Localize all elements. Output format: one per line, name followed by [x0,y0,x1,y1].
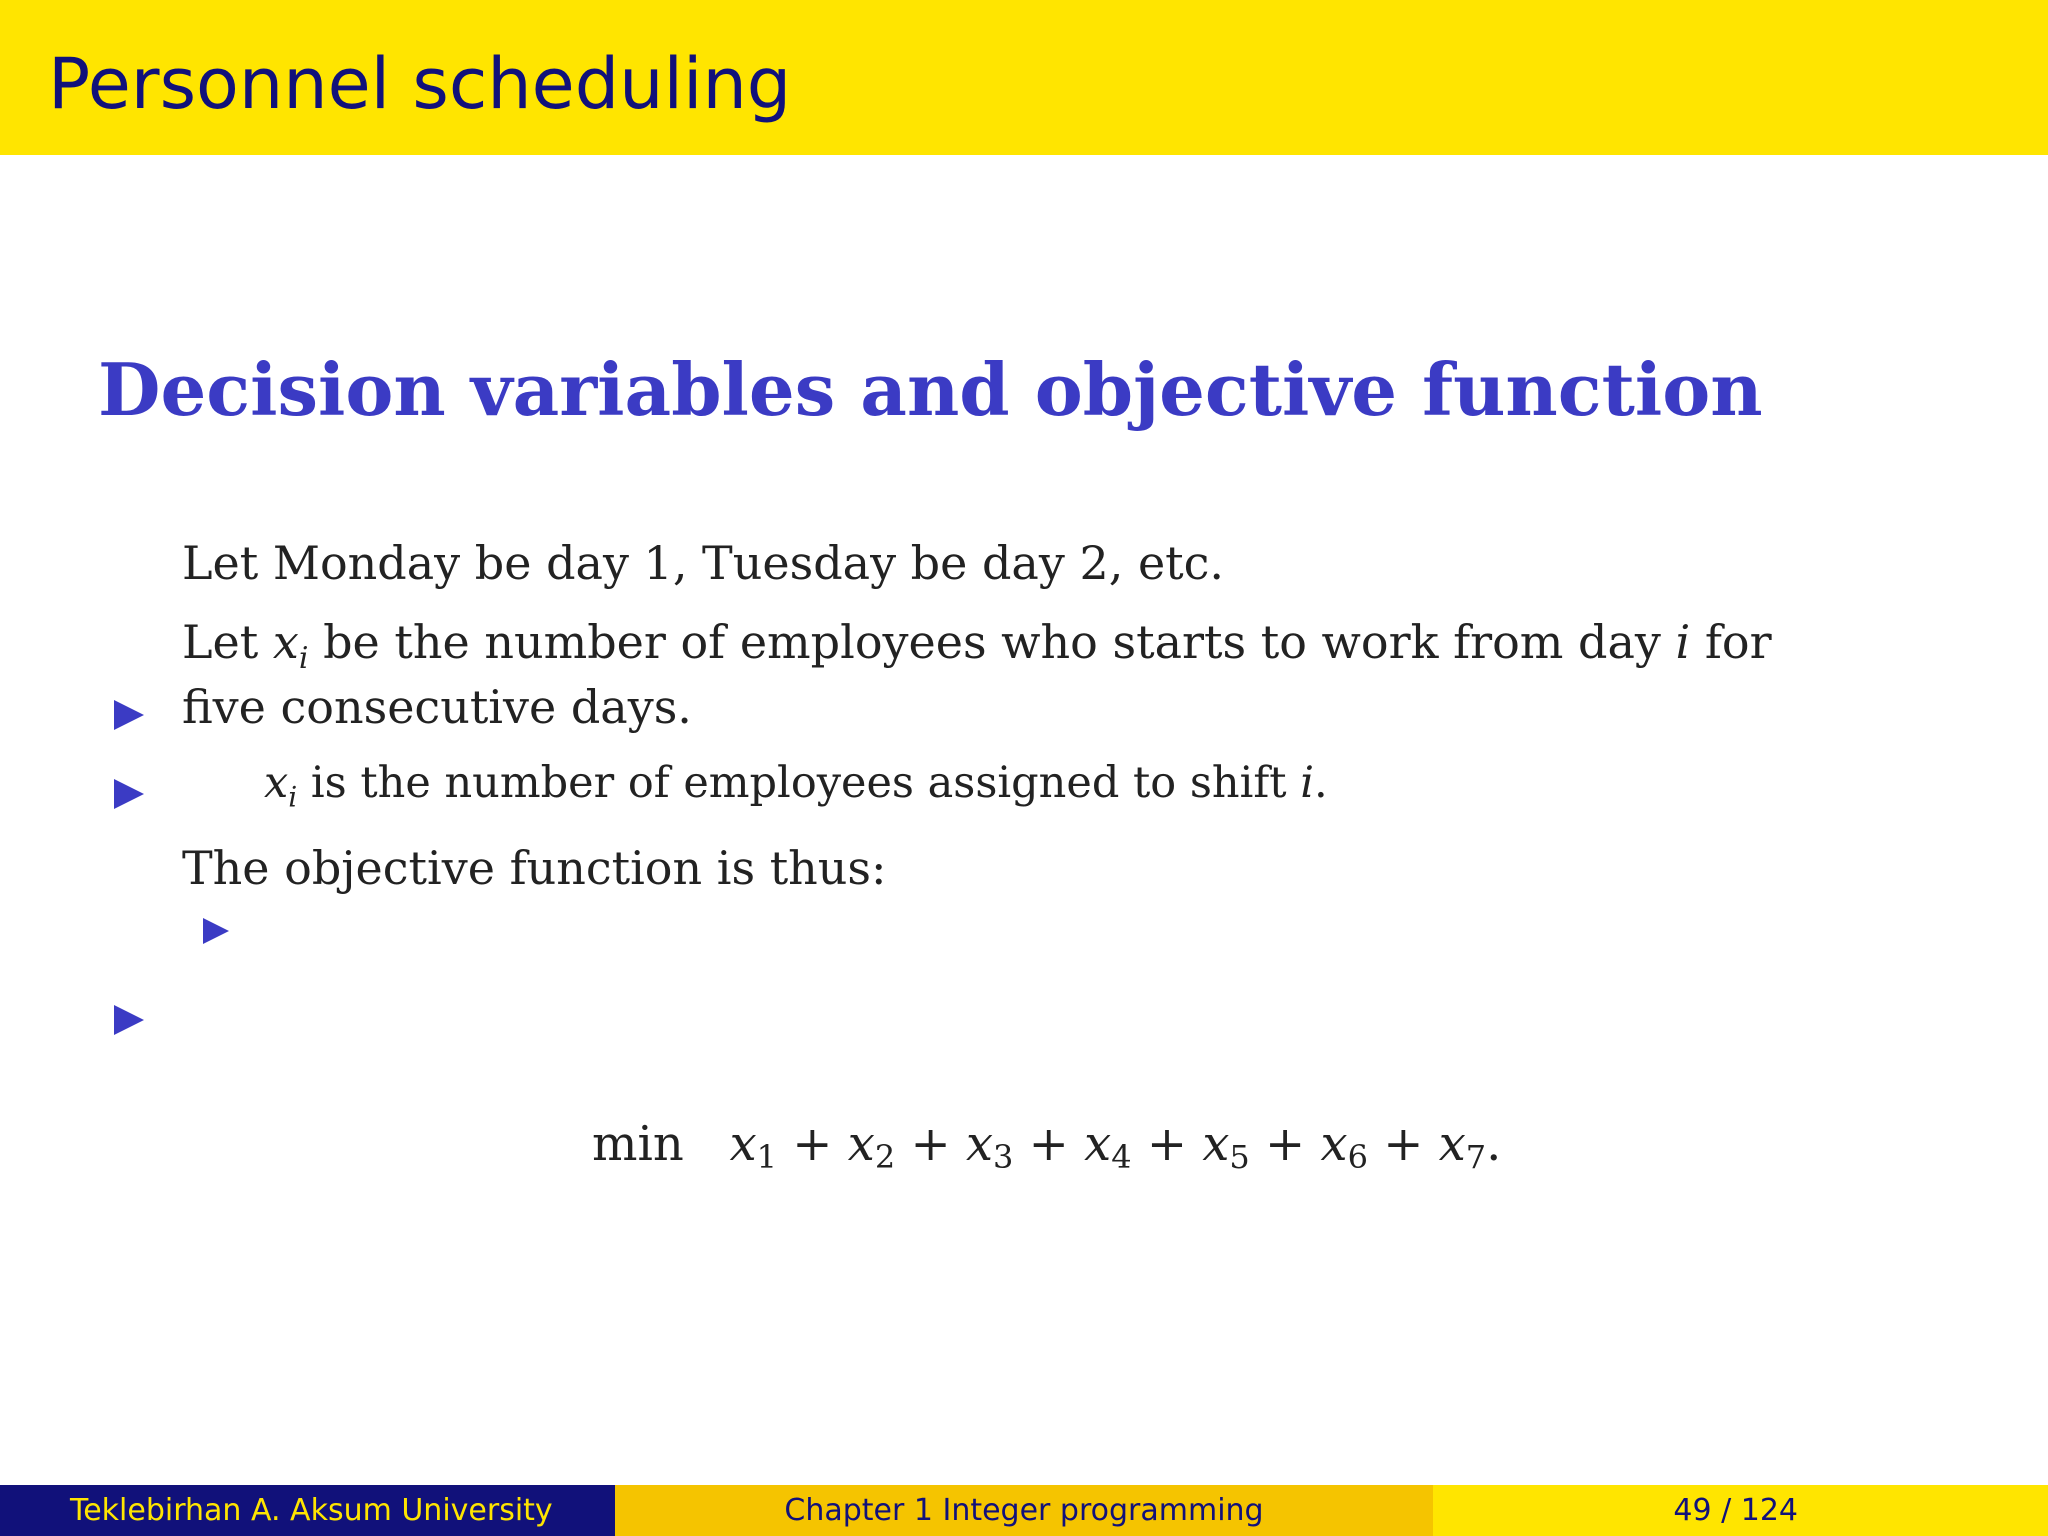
bullet-4-text: The objective function is thus: [182,841,887,895]
math-subscript: i [298,641,309,677]
formula-sub: 2 [874,1138,896,1176]
footer-chapter: Chapter 1 Integer programming [784,1493,1264,1528]
formula-term: x [1084,1116,1112,1172]
formula-sub: 1 [756,1138,777,1176]
bullet-2-text-c: for [1704,615,1772,669]
math-var: x [272,615,299,669]
slide-header [0,0,2048,155]
formula-plus: + [1146,1116,1188,1172]
sub-bullet-text [264,753,1328,828]
bullet-2-text-b: be the number of employees who starts to work from day [323,615,1661,669]
footer-chapter-box [615,1485,1433,1536]
bullet-2-line2: five consecutive days. [182,680,692,734]
formula-term: x [965,1116,994,1172]
formula-sub: 5 [1229,1138,1250,1176]
formula-plus: + [1383,1116,1424,1172]
formula-term: x [1438,1116,1466,1172]
math-var: i [1300,758,1314,808]
sub-bullet-triangle-icon [203,918,229,944]
slide-footer [0,1485,2048,1536]
formula-sub: 6 [1347,1138,1368,1176]
formula-plus: + [1265,1116,1306,1172]
formula-plus: + [792,1116,833,1172]
footer-page-box [1433,1485,2048,1536]
frame-title: Personnel scheduling [48,43,792,125]
math-var: x [264,758,289,808]
formula-term: x [847,1116,875,1172]
formula-sub: 7 [1465,1138,1487,1176]
objective-formula [592,1110,1501,1191]
bullet-triangle-icon [114,779,144,809]
formula-plus: + [1028,1116,1069,1172]
formula-plus: + [910,1116,951,1172]
formula-term: x [1202,1116,1230,1172]
footer-author: Teklebirhan A. Aksum University [70,1493,553,1528]
bullet-2-text-a: Let [182,615,259,669]
formula-term: x [729,1116,757,1172]
bullet-triangle-icon [114,1005,144,1035]
bullet-triangle-icon [114,700,144,730]
formula-sub: 3 [993,1138,1014,1176]
formula-term: x [1320,1116,1348,1172]
sub-bullet-period: . [1314,758,1328,808]
formula-period: . [1486,1116,1502,1172]
page-number: 49 / 124 [1673,1493,1798,1528]
footer-author-box [0,1485,615,1536]
slide-subtitle: Decision variables and objective function [98,347,1763,432]
math-var: i [1675,615,1691,669]
bullet-1-text: Let Monday be day 1, Tuesday be day 2, etc. [182,536,1225,590]
math-subscript: i [288,780,298,814]
formula-sub: 4 [1111,1138,1132,1176]
formula-op: min [592,1116,684,1172]
sub-bullet-body: is the number of employees assigned to shift [310,758,1287,808]
